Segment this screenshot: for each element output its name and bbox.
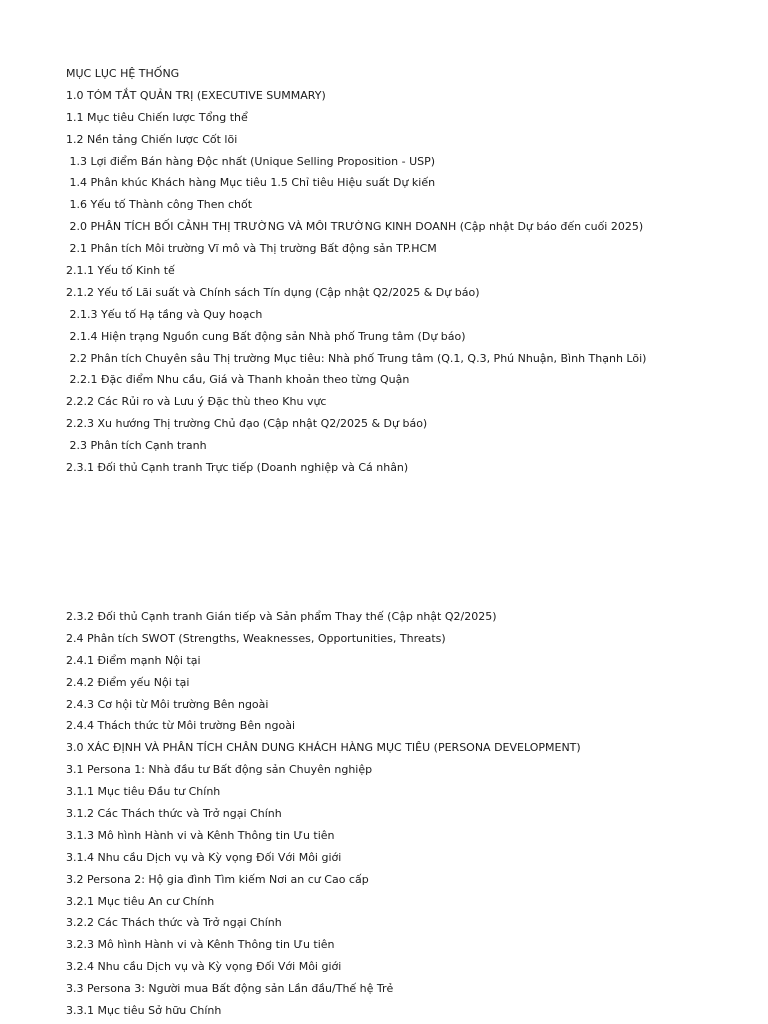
toc-line: 2.4.4 Thách thức từ Môi trường Bên ngoài — [66, 719, 296, 733]
toc-line: 2.1.4 Hiện trạng Nguồn cung Bất động sản Nhà phố Trung tâm (Dự báo) — [66, 329, 466, 343]
toc-line: 1.4 Phân khúc Khách hàng Mục tiêu 1.5 Chỉ tiêu Hiệu suất Dự kiến — [66, 176, 436, 190]
toc-line: 3.1.3 Mô hình Hành vi và Kênh Thông tin Ưu tiên — [66, 828, 335, 842]
toc-line: 2.2.3 Xu hướng Thị trường Chủ đạo (Cập nhật Q2/2025 & Dự báo) — [66, 417, 428, 431]
toc-line: 2.4.3 Cơ hội từ Môi trường Bên ngoài — [66, 697, 269, 711]
toc-line: 2.4 Phân tích SWOT (Strengths, Weaknesses, Opportunities, Threats) — [66, 631, 446, 645]
toc-line: 3.2.3 Mô hình Hành vi và Kênh Thông tin Ưu tiên — [66, 938, 335, 952]
toc-title: MỤC LỤC HỆ THỐNG — [66, 67, 180, 80]
toc-line: 1.6 Yếu tố Thành công Then chốt — [66, 198, 253, 212]
toc-line: 2.2.2 Các Rủi ro và Lưu ý Đặc thù theo Khu vực — [66, 395, 327, 409]
toc-line: 3.2.1 Mục tiêu An cư Chính — [66, 894, 215, 908]
toc-line: 1.3 Lợi điểm Bán hàng Độc nhất (Unique Selling Proposition - USP) — [66, 154, 436, 168]
toc-line: 2.2.1 Đặc điểm Nhu cầu, Giá và Thanh khoản theo từng Quận — [66, 373, 410, 387]
toc-line: 1.1 Mục tiêu Chiến lược Tổng thể — [66, 110, 248, 124]
toc-line: 2.1.2 Yếu tố Lãi suất và Chính sách Tín dụng (Cập nhật Q2/2025 & Dự báo) — [66, 285, 480, 299]
toc-line: 3.1 Persona 1: Nhà đầu tư Bất động sản Chuyên nghiệp — [66, 763, 373, 777]
toc-line: 3.0 XÁC ĐỊNH VÀ PHÂN TÍCH CHÂN DUNG KHÁCH HÀNG MỤC TIÊU (PERSONA DEVELOPMENT) — [66, 741, 581, 755]
toc-line: 2.2 Phân tích Chuyên sâu Thị trường Mục tiêu: Nhà phố Trung tâm (Q.1, Q.3, Phú Nhuận, Bình Thạnh Lõi) — [66, 351, 647, 365]
toc-block-bottom — [66, 606, 756, 1022]
toc-line: 2.4.2 Điểm yếu Nội tại — [66, 675, 190, 689]
toc-line: 3.2 Persona 2: Hộ gia đình Tìm kiếm Nơi an cư Cao cấp — [66, 872, 369, 886]
toc-line: 2.3.2 Đối thủ Cạnh tranh Gián tiếp và Sản phẩm Thay thế (Cập nhật Q2/2025) — [66, 610, 497, 623]
toc-line: 2.1.3 Yếu tố Hạ tầng và Quy hoạch — [66, 307, 263, 321]
toc-line: 1.2 Nền tảng Chiến lược Cốt lõi — [66, 132, 238, 146]
toc-line: 3.1.4 Nhu cầu Dịch vụ và Kỳ vọng Đối Với Môi giới — [66, 850, 342, 864]
toc-line: 2.1 Phân tích Môi trường Vĩ mô và Thị trường Bất động sản TP.HCM — [66, 242, 437, 256]
toc-line: 3.3.1 Mục tiêu Sở hữu Chính — [66, 1004, 222, 1018]
toc-line: 3.2.2 Các Thách thức và Trở ngại Chính — [66, 916, 282, 930]
toc-line: 1.0 TÓM TẮT QUẢN TRỊ (EXECUTIVE SUMMARY) — [66, 88, 326, 102]
toc-line: 3.1.2 Các Thách thức và Trở ngại Chính — [66, 807, 282, 821]
toc-line: 2.4.1 Điểm mạnh Nội tại — [66, 653, 201, 667]
toc-line: 2.1.1 Yếu tố Kinh tế — [66, 264, 175, 278]
toc-line: 3.3 Persona 3: Người mua Bất động sản Lần đầu/Thế hệ Trẻ — [66, 982, 394, 996]
toc-line: 2.3 Phân tích Cạnh tranh — [66, 439, 207, 453]
toc-line: 3.1.1 Mục tiêu Đầu tư Chính — [66, 785, 221, 799]
toc-line: 2.0 PHÂN TÍCH BỐI CẢNH THỊ TRƯỜNG VÀ MÔI TRƯỜNG KINH DOANH (Cập nhật Dự báo đến cuối 2025) — [66, 220, 644, 234]
toc-block-top — [66, 63, 756, 479]
toc-line: 2.3.1 Đối thủ Cạnh tranh Trực tiếp (Doanh nghiệp và Cá nhân) — [66, 461, 409, 475]
toc-line: 3.2.4 Nhu cầu Dịch vụ và Kỳ vọng Đối Với Môi giới — [66, 960, 342, 974]
